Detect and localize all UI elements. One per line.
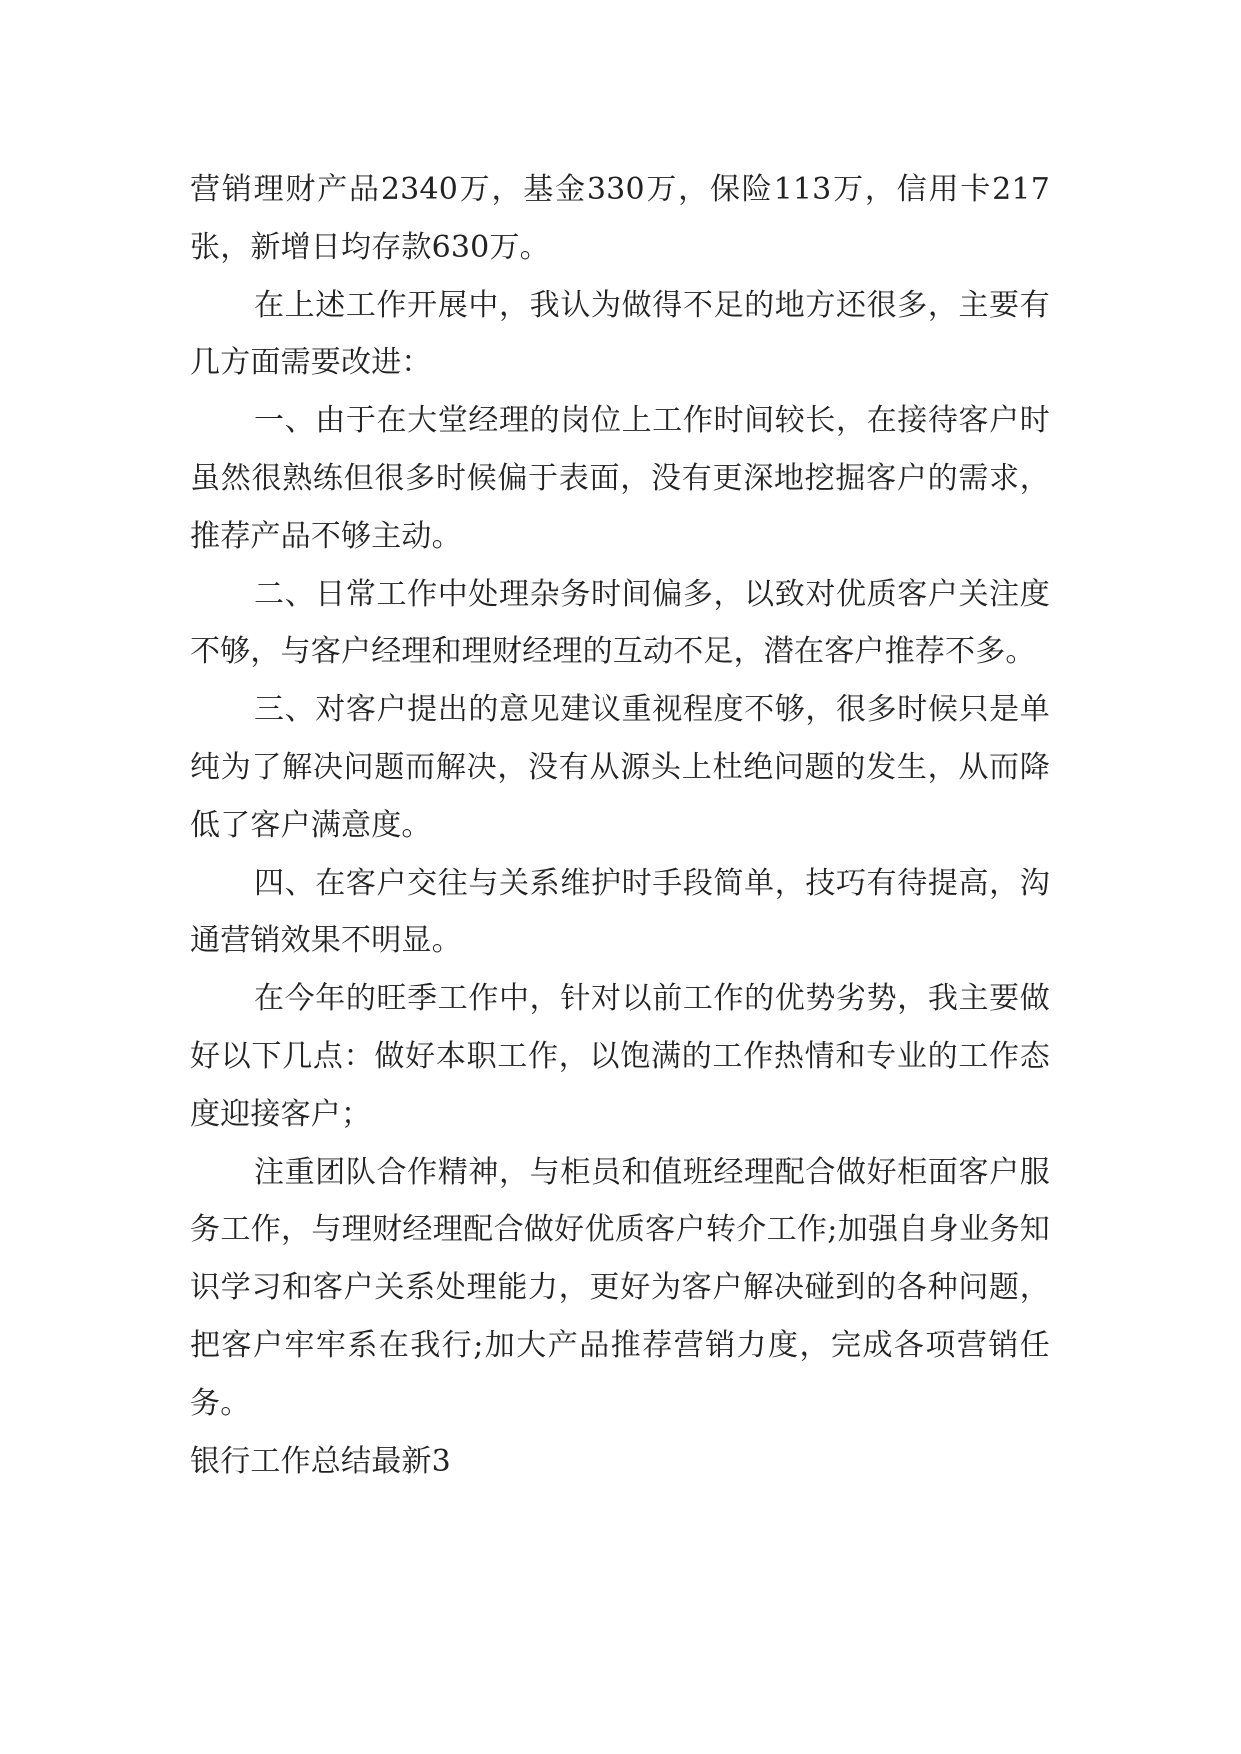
paragraph-point-one: 一、由于在大堂经理的岗位上工作时间较长，在接待客户时虽然很熟练但很多时候偏于表面，没有更深地挖掘客户的需求，推荐产品不够主动。 (190, 403, 1050, 554)
paragraph-point-four: 四、在客户交往与关系维护时手段简单，技巧有待提高，沟通营销效果不明显。 (190, 865, 1050, 959)
paragraph-sales-figures: 营销理财产品2340万，基金330万，保险113万，信用卡217张，新增日均存款630万。 (190, 172, 1050, 265)
section-heading: 银行工作总结最新3 (190, 1443, 451, 1479)
paragraph-point-two: 二、日常工作中处理杂务时间偏多，以致对优质客户关注度不够，与客户经理和理财经理的互动不足，潜在客户推荐不多。 (190, 576, 1050, 670)
paragraph-peak-season-plan: 在今年的旺季工作中，针对以前工作的优势劣势，我主要做好以下几点：做好本职工作，以饱满的工作热情和专业的工作态度迎接客户； (190, 981, 1050, 1132)
paragraph-shortcomings-intro: 在上述工作开展中，我认为做得不足的地方还很多，主要有几方面需要改进： (190, 287, 1050, 381)
paragraph-teamwork: 注重团队合作精神，与柜员和值班经理配合做好柜面客户服务工作，与理财经理配合做好优质客户转介工作;加强自身业务知识学习和客户关系处理能力，更好为客户解决碰到的各种问题，把客户牢牢系在我行;加大产品推荐营销力度，完成各项营销任务。 (190, 1154, 1050, 1421)
document-body (190, 161, 1050, 1490)
paragraph-point-three: 三、对客户提出的意见建议重视程度不够，很多时候只是单纯为了解决问题而解决，没有从源头上杜绝问题的发生，从而降低了客户满意度。 (190, 692, 1050, 843)
document-page (190, 0, 1050, 1754)
